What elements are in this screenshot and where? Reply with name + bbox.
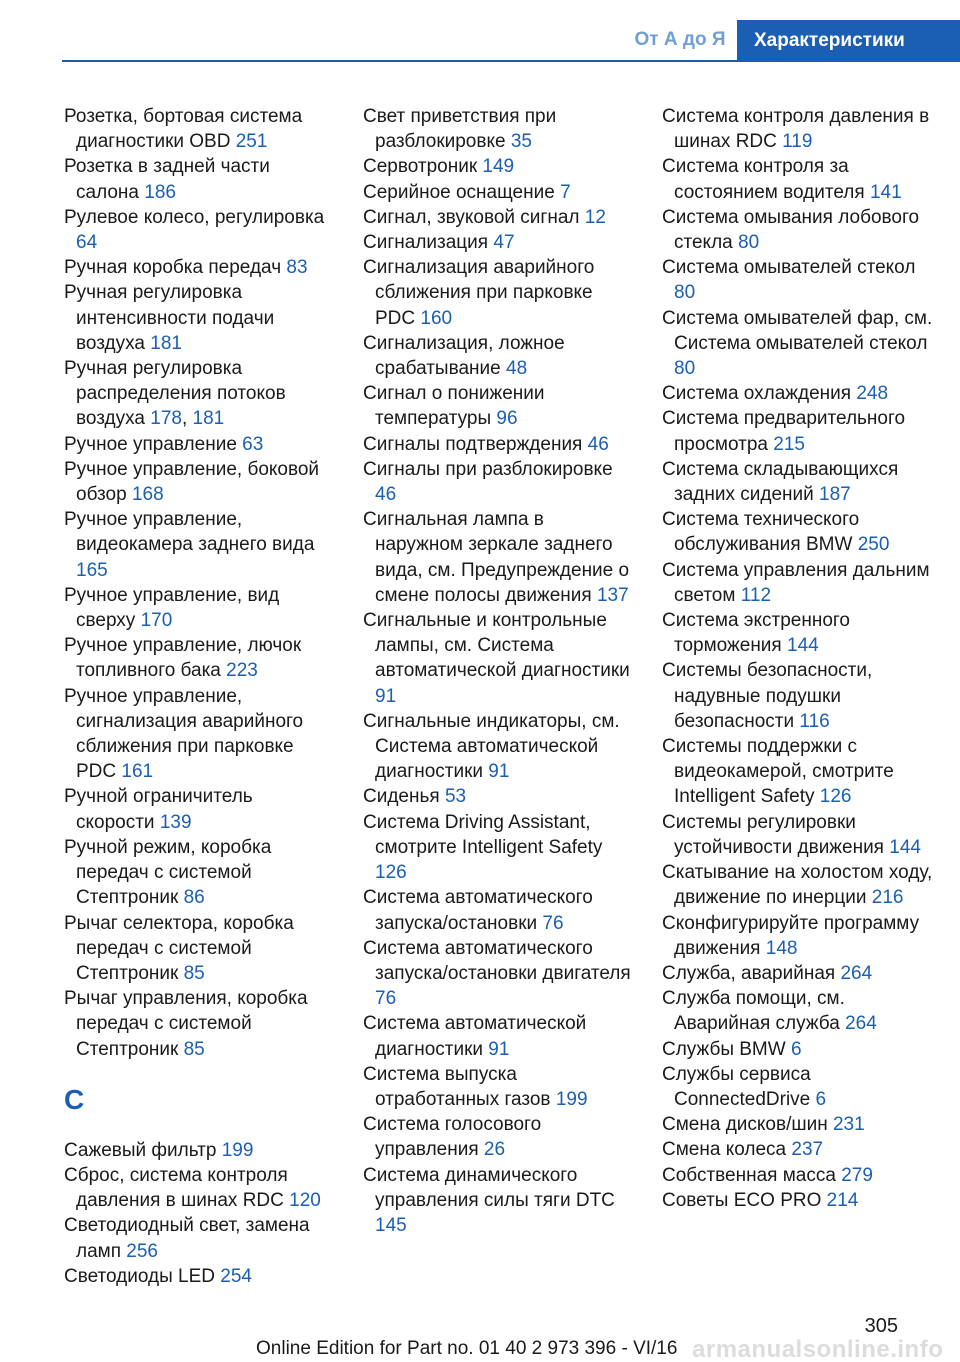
index-entry	[363, 1062, 635, 1112]
index-term: Службы сервиса ConnectedDrive	[662, 1063, 811, 1110]
index-entry	[64, 1163, 336, 1213]
page-ref-link[interactable]: 35	[510, 131, 532, 153]
index-term: Свет приветствия при разблокировке	[363, 106, 557, 153]
page-ref-link[interactable]: 279	[841, 1164, 873, 1186]
watermark: armanualsonline.info	[692, 1336, 944, 1362]
index-entry	[363, 154, 635, 179]
index-term: Сигнальные и контрольные лампы, см. Система автоматической диагностики	[363, 610, 630, 682]
index-term: Серийное оснащение	[363, 181, 555, 203]
index-term: Советы ECO PRO	[662, 1189, 822, 1211]
index-entry	[662, 1188, 934, 1213]
page-ref-link[interactable]: 170	[140, 610, 173, 632]
index-entry	[64, 835, 336, 911]
page-ref-link[interactable]: 248	[856, 383, 889, 405]
page-ref-link[interactable]: 237	[791, 1139, 824, 1161]
index-term: Ручная регулировка распределения потоков воздуха	[64, 358, 286, 430]
index-entry	[662, 406, 934, 456]
page-ref-link[interactable]: 46	[587, 433, 609, 455]
index-entry	[363, 709, 635, 785]
page-number: 305	[864, 1315, 898, 1337]
section-tab: Характеристики	[737, 20, 960, 62]
index-entry	[363, 205, 635, 230]
page-ref-link[interactable]: 181	[150, 332, 182, 354]
index-entry	[662, 608, 934, 658]
page-ref-link[interactable]: 91	[488, 761, 510, 783]
index-entry	[64, 104, 336, 154]
page-ref-link[interactable]: 223	[226, 660, 258, 682]
page-ref-link[interactable]: 148	[765, 937, 798, 959]
page-ref-link[interactable]: 165	[76, 559, 108, 581]
index-term: Служба, аварийная	[662, 962, 836, 984]
index-term: Сигнальные индикаторы, см. Система автоматической диагностики	[363, 710, 620, 783]
page-header	[0, 20, 960, 62]
index-term: Розетка в задней части салона	[64, 156, 270, 203]
page-ref-link[interactable]: 48	[506, 358, 528, 380]
index-entry	[64, 280, 336, 356]
page-ref-link[interactable]: 80	[738, 232, 760, 254]
index-term: Сиденья	[363, 786, 440, 808]
index-term: Система Driving Assistant, смотрите Intelligent Safety	[363, 811, 603, 858]
index-letter-heading: С	[64, 1083, 85, 1115]
index-entry	[662, 911, 934, 961]
index-term: Система управления дальним светом	[662, 559, 930, 606]
index-term: Система автоматической диагностики	[363, 1013, 587, 1060]
index-term: Служба помощи, см. Аварийная служба	[662, 988, 845, 1035]
index-entry	[363, 432, 635, 457]
index-term: Ручное управление, сигнализация аварийного сближения при парковке PDC	[64, 685, 304, 783]
index-entry	[363, 331, 635, 381]
index-entry	[64, 457, 336, 507]
index-term: Система предварительного просмотра	[662, 408, 906, 455]
page-ref-link[interactable]: 161	[121, 761, 154, 783]
page-ref-link[interactable]: 96	[496, 408, 518, 430]
page-ref-link[interactable]: 80	[674, 282, 696, 304]
index-term: Система омывателей стекол	[662, 257, 916, 279]
index-entry	[64, 911, 336, 987]
index-entry: Ручная регулировка распределения потоков воздуха 178, 181	[64, 358, 286, 430]
index-column-2	[363, 104, 635, 1238]
index-term: Смена дисков/шин	[662, 1114, 828, 1136]
index-term: Сигналы подтверждения	[363, 433, 583, 455]
page-ref-link[interactable]: 186	[144, 181, 176, 203]
index-term: Система технического обслуживания BMW	[662, 509, 860, 556]
page-ref-link[interactable]: 64	[76, 232, 98, 254]
page-ref-link[interactable]: 215	[773, 433, 805, 455]
index-term: Ручное управление, лючок топливного бака	[64, 635, 302, 682]
index-column-3	[662, 104, 934, 1213]
index-entry	[662, 986, 934, 1036]
index-term: Сброс, система контроля давления в шинах RDC	[64, 1164, 288, 1212]
page-ref-link[interactable]: 160	[420, 307, 453, 329]
page-ref-link[interactable]: 149	[482, 156, 515, 178]
page-ref-link[interactable]: 214	[826, 1189, 859, 1211]
index-entry	[363, 1163, 635, 1239]
page-ref-link[interactable]: 91	[488, 1038, 510, 1060]
index-entry	[363, 936, 635, 1012]
index-entry	[64, 154, 336, 204]
page-ref-link[interactable]: 141	[869, 181, 902, 203]
index-entry	[662, 961, 934, 986]
index-entry	[662, 810, 934, 860]
index-term: Ручное управление	[64, 433, 237, 455]
index-entry	[662, 381, 934, 406]
index-term: Сигнальная лампа в наружном зеркале заднего вида, см. Предупреждение о смене полосы движения	[363, 509, 630, 606]
page-ref-link[interactable]: 53	[444, 786, 467, 808]
index-entry	[64, 1264, 336, 1289]
index-term: Светодиоды LED	[64, 1265, 216, 1287]
page-ref-link[interactable]: 178	[150, 408, 182, 430]
page-ref-link[interactable]: 83	[286, 257, 308, 279]
page-ref-link[interactable]: 256	[126, 1240, 158, 1262]
page-ref-link[interactable]: 139	[159, 811, 192, 833]
index-term: Система контроля за состоянием водителя	[662, 156, 865, 203]
index-term: Сервотроник	[363, 156, 478, 178]
index-term: Ручное управление, боковой обзор	[64, 458, 320, 506]
index-entry	[662, 457, 934, 507]
page-ref-link[interactable]: 76	[542, 912, 564, 934]
index-entry	[64, 583, 336, 633]
page-ref-link[interactable]: 145	[375, 1214, 407, 1236]
page-ref-link[interactable]: 86	[183, 887, 205, 909]
index-entry	[363, 810, 635, 886]
index-entry	[662, 658, 934, 734]
index-term: Ручное управление, видеокамера заднего вида	[64, 509, 315, 556]
index-entry	[363, 784, 635, 809]
page-ref-link[interactable]: 231	[832, 1114, 865, 1136]
index-entry	[662, 1163, 934, 1188]
index-term: Сигнализация	[363, 232, 489, 254]
index-term: Система динамического управления силы тяги DTC	[363, 1164, 615, 1211]
index-entry	[64, 255, 336, 280]
index-entry	[363, 255, 635, 331]
index-term: Скатывание на холостом ходу, движение по инерции	[662, 862, 933, 909]
index-entry	[64, 1213, 336, 1263]
page-ref-link[interactable]: 250	[857, 534, 890, 556]
page-ref-link[interactable]: 264	[845, 1013, 877, 1035]
index-entry	[662, 104, 934, 154]
index-entry	[662, 306, 934, 382]
index-term: Системы регулировки устойчивости движения	[662, 811, 884, 858]
page-ref-link[interactable]: 26	[483, 1139, 506, 1161]
page-ref-link[interactable]: 112	[740, 584, 772, 606]
nav-link-a-to-z[interactable]: От А до Я	[634, 29, 726, 50]
index-entry	[363, 457, 635, 507]
index-term: Сигналы при разблокировке	[363, 458, 613, 480]
index-term: Система омывателей фар, см. Система омывателей стекол	[662, 307, 933, 354]
page-ref-link[interactable]: 119	[782, 131, 813, 153]
index-term: Система омывания лобового стекла	[662, 206, 920, 254]
index-entry	[363, 230, 635, 255]
index-entry	[363, 104, 635, 154]
index-entry	[662, 205, 934, 255]
index-term: Смена колеса	[662, 1139, 787, 1161]
index-term: Система голосового управления	[363, 1114, 542, 1161]
index-column-1	[64, 104, 336, 1289]
index-entry	[662, 255, 934, 305]
page-ref-link[interactable]: 199	[221, 1139, 254, 1161]
page-ref-link[interactable]: 80	[674, 358, 696, 380]
page-ref-link[interactable]: 63	[242, 433, 264, 455]
index-term: Система складывающихся задних сидений	[662, 458, 899, 506]
index-term: Ручной ограничитель скорости	[64, 786, 253, 833]
page-ref-link[interactable]: 91	[375, 685, 397, 707]
index-term: Система автоматического запуска/остановки двигателя	[363, 937, 631, 984]
index-term: Ручное управление, вид сверху	[64, 584, 280, 632]
index-entry	[662, 154, 934, 204]
index-entry	[64, 1138, 336, 1163]
index-entry	[64, 684, 336, 785]
index-entry	[363, 180, 635, 205]
index-entry	[662, 860, 934, 910]
page-ref-link[interactable]: 144	[787, 635, 819, 657]
index-entry	[64, 507, 336, 583]
index-entry	[363, 885, 635, 935]
index-term: Светодиодный свет, замена ламп	[64, 1215, 310, 1262]
index-entry	[363, 608, 635, 709]
index-term: Сигнал, звуковой сигнал	[363, 206, 580, 228]
index-entry	[662, 1037, 934, 1062]
page-ref-link[interactable]: 126	[375, 862, 407, 884]
index-term: Рулевое колесо, регулировка	[64, 206, 325, 228]
footer-edition: Online Edition for Part no. 01 40 2 973 396 - VI/16	[256, 1338, 678, 1359]
page-ref-link[interactable]: 76	[375, 988, 397, 1010]
page-ref-link[interactable]: 85	[183, 1038, 205, 1060]
page-ref-link[interactable]: 181	[192, 408, 225, 430]
index-entry	[662, 1112, 934, 1137]
index-term: Сигнализация, ложное срабатывание	[363, 332, 565, 380]
index-term: Сигнализация аварийного сближения при парковке PDC	[363, 257, 595, 329]
page-ref-link[interactable]: 216	[871, 887, 904, 909]
index-entry	[64, 205, 336, 255]
page-ref-link[interactable]: 120	[289, 1190, 321, 1212]
index-term: Система контроля давления в шинах RDC	[662, 106, 930, 153]
index-term: Сконфигурируйте программу движения	[662, 912, 920, 959]
index-term: Система автоматического запуска/остановки	[363, 887, 593, 934]
page-ref-link[interactable]: 6	[815, 1088, 827, 1110]
index-term: Система экстренного торможения	[662, 610, 850, 657]
page-ref-link[interactable]: 46	[375, 484, 397, 506]
index-term: Службы BMW	[662, 1038, 786, 1060]
page-ref-link[interactable]: 144	[889, 836, 921, 858]
index-term: Собственная масса	[662, 1164, 836, 1186]
index-entry	[64, 986, 336, 1062]
index-term: Система охлаждения	[662, 383, 852, 405]
page-ref-link[interactable]: 199	[555, 1088, 588, 1110]
page-ref-link[interactable]: 264	[840, 962, 873, 984]
index-term: Сигнал о понижении температуры	[363, 383, 545, 430]
index-entry	[662, 507, 934, 557]
index-entry	[363, 381, 635, 431]
index-entry	[363, 507, 635, 608]
index-term: Рычаг селектора, коробка передач с системой Стептроник	[64, 912, 294, 984]
index-entry	[662, 1137, 934, 1162]
index-entry	[64, 432, 336, 457]
index-entry	[64, 784, 336, 834]
page-ref-link[interactable]: 251	[235, 131, 268, 153]
index-term: Ручной режим, коробка передач с системой Стептроник	[64, 836, 272, 909]
page-ref-link[interactable]: 187	[819, 484, 851, 506]
index-entry	[64, 633, 336, 683]
index-entry	[363, 1112, 635, 1162]
index-term: Сажевый фильтр	[64, 1139, 217, 1161]
page-ref-link[interactable]: 6	[790, 1038, 802, 1060]
index-entry	[363, 1011, 635, 1061]
index-entry	[662, 558, 934, 608]
page-ref-link[interactable]: 85	[183, 962, 205, 984]
index-term: Розетка, бортовая система диагностики OBD	[64, 106, 303, 153]
index-term: Системы безопасности, надувные подушки безопасности	[662, 660, 873, 732]
page-ref-link[interactable]: 12	[584, 206, 606, 228]
index-term: Системы поддержки с видеокамерой, смотрите Intelligent Safety	[662, 736, 894, 808]
page-ref-link[interactable]: 126	[819, 786, 852, 808]
index-term: Ручная коробка передач	[64, 257, 282, 279]
page-ref-link[interactable]: 7	[560, 181, 571, 203]
page-ref-link[interactable]: 137	[596, 584, 629, 606]
index-term: Ручная регулировка интенсивности подачи воздуха	[64, 282, 275, 354]
index-term: Система выпуска отработанных газов	[363, 1063, 551, 1110]
page-ref-link[interactable]: 254	[220, 1265, 252, 1287]
index-entry	[662, 1062, 934, 1112]
header-rule	[62, 60, 960, 62]
page-ref-link[interactable]: 47	[493, 232, 515, 254]
page-ref-link[interactable]: 116	[799, 710, 830, 732]
index-entry	[662, 734, 934, 810]
page-ref-link[interactable]: 168	[131, 484, 164, 506]
index-term: Рычаг управления, коробка передач с системой Стептроник	[64, 988, 308, 1060]
